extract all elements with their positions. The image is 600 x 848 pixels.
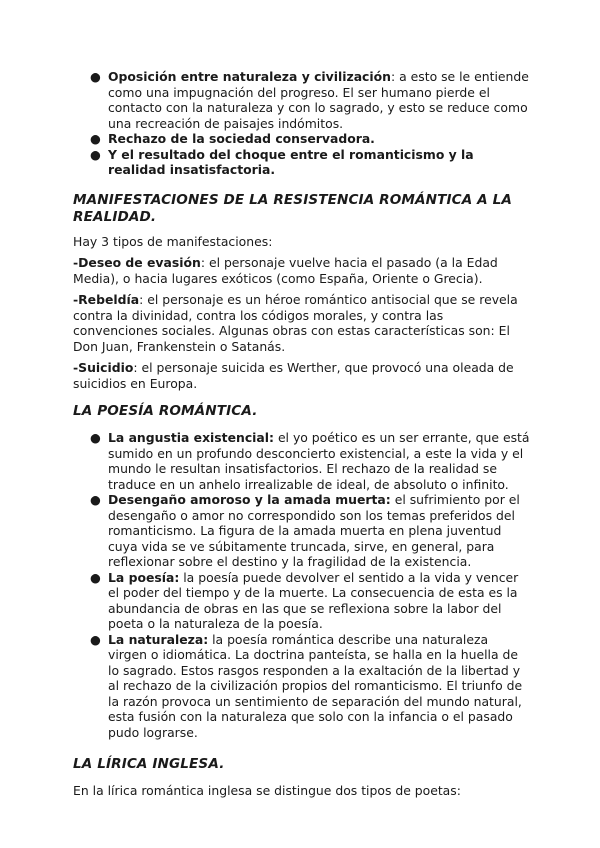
bullet-icon: ● <box>90 631 101 647</box>
heading-manifestaciones: MANIFESTACIONES DE LA RESISTENCIA ROMÁNTICA A LA REALIDAD. <box>73 191 513 225</box>
heading-poesia-romantica: LA POESÍA ROMÁNTICA. <box>73 403 258 419</box>
paragraph-rebeldia: -Rebeldía: el personaje es un héroe romántico antisocial que se revela contra la divinidad, contra los códigos morales, y contra las convenciones sociales. Algunas obras con estas características son: El Don Juan, Frankenstein o Satanás. <box>73 292 518 354</box>
list-item: ● La angustia existencial: el yo poético es un ser errante, que está sumido en un profundo desconcierto existencial, a este la vida y el mundo le resultan insatisfactorios. El rechazo de la realidad se traduce en un anhelo irrealizable de ideal, de absoluto o infinito. <box>90 430 530 492</box>
paragraph-suicidio: -Suicidio: el personaje suicida es Werther, que provocó una oleada de suicidios en Europa. <box>73 360 514 391</box>
bullet-icon: ● <box>90 492 101 507</box>
list-item: ● Oposición entre naturaleza y civilización: a esto se le entiende como una impugnación del progreso. El ser humano pierde el contacto con la naturaleza y con lo sagrado, y esto se reduce como una recreación de paisajes indómitos. <box>90 69 529 131</box>
list-item: ● La poesía: la poesía puede devolver el sentido a la vida y vencer el poder del tiempo y de la muerte. La consecuencia de esta es la abundancia de obras en las que se reflexiona sobre la labor del poeta o la naturaleza de la poesía. <box>90 569 519 631</box>
bullet-icon: ● <box>90 569 101 585</box>
bullet-icon: ● <box>90 131 101 146</box>
list-item: ● Rechazo de la sociedad conservadora. <box>90 131 375 146</box>
paragraph-intro: Hay 3 tipos de manifestaciones: <box>73 233 273 249</box>
paragraph-evasion: -Deseo de evasión: el personaje vuelve hacia el pasado (a la Edad Media), o hacia lugares exóticos (como España, Oriente o Grecia). <box>73 255 498 286</box>
list-item: ● La naturaleza: la poesía romántica describe una naturaleza virgen o idiomática. La doctrina panteísta, se halla en la huella de lo sagrado. Estos rasgos responden a la exaltación de la libertad y al rechazo de la civilización propios del romanticismo. El triunfo de la razón provoca un sentimiento de separación del mundo natural, esta fusión con la naturaleza que solo con la infancia o el pasado pudo lograrse. <box>90 631 523 740</box>
paragraph-lirica-intro: En la lírica romántica inglesa se distingue dos tipos de poetas: <box>73 783 461 798</box>
list-item: ● Desengaño amoroso y la amada muerta: el sufrimiento por el desengaño o amor no correspondido son los temas preferidos del romanticismo. La figura de la amada muerta en plena juventud cuya vida se ve súbitamente truncada, sirve, en general, para reflexionar sobre el destino y la fragilidad de la existencia. <box>90 492 520 569</box>
bullet-icon: ● <box>90 69 101 84</box>
bullet-list-romanticism <box>73 69 530 178</box>
bullet-list-poesia <box>73 430 530 740</box>
heading-lirica-inglesa: LA LÍRICA INGLESA. <box>73 756 225 772</box>
list-item: ● Y el resultado del choque entre el romanticismo y la realidad insatisfactoria. <box>90 146 474 177</box>
bullet-icon: ● <box>90 430 101 445</box>
bullet-icon: ● <box>90 146 101 162</box>
